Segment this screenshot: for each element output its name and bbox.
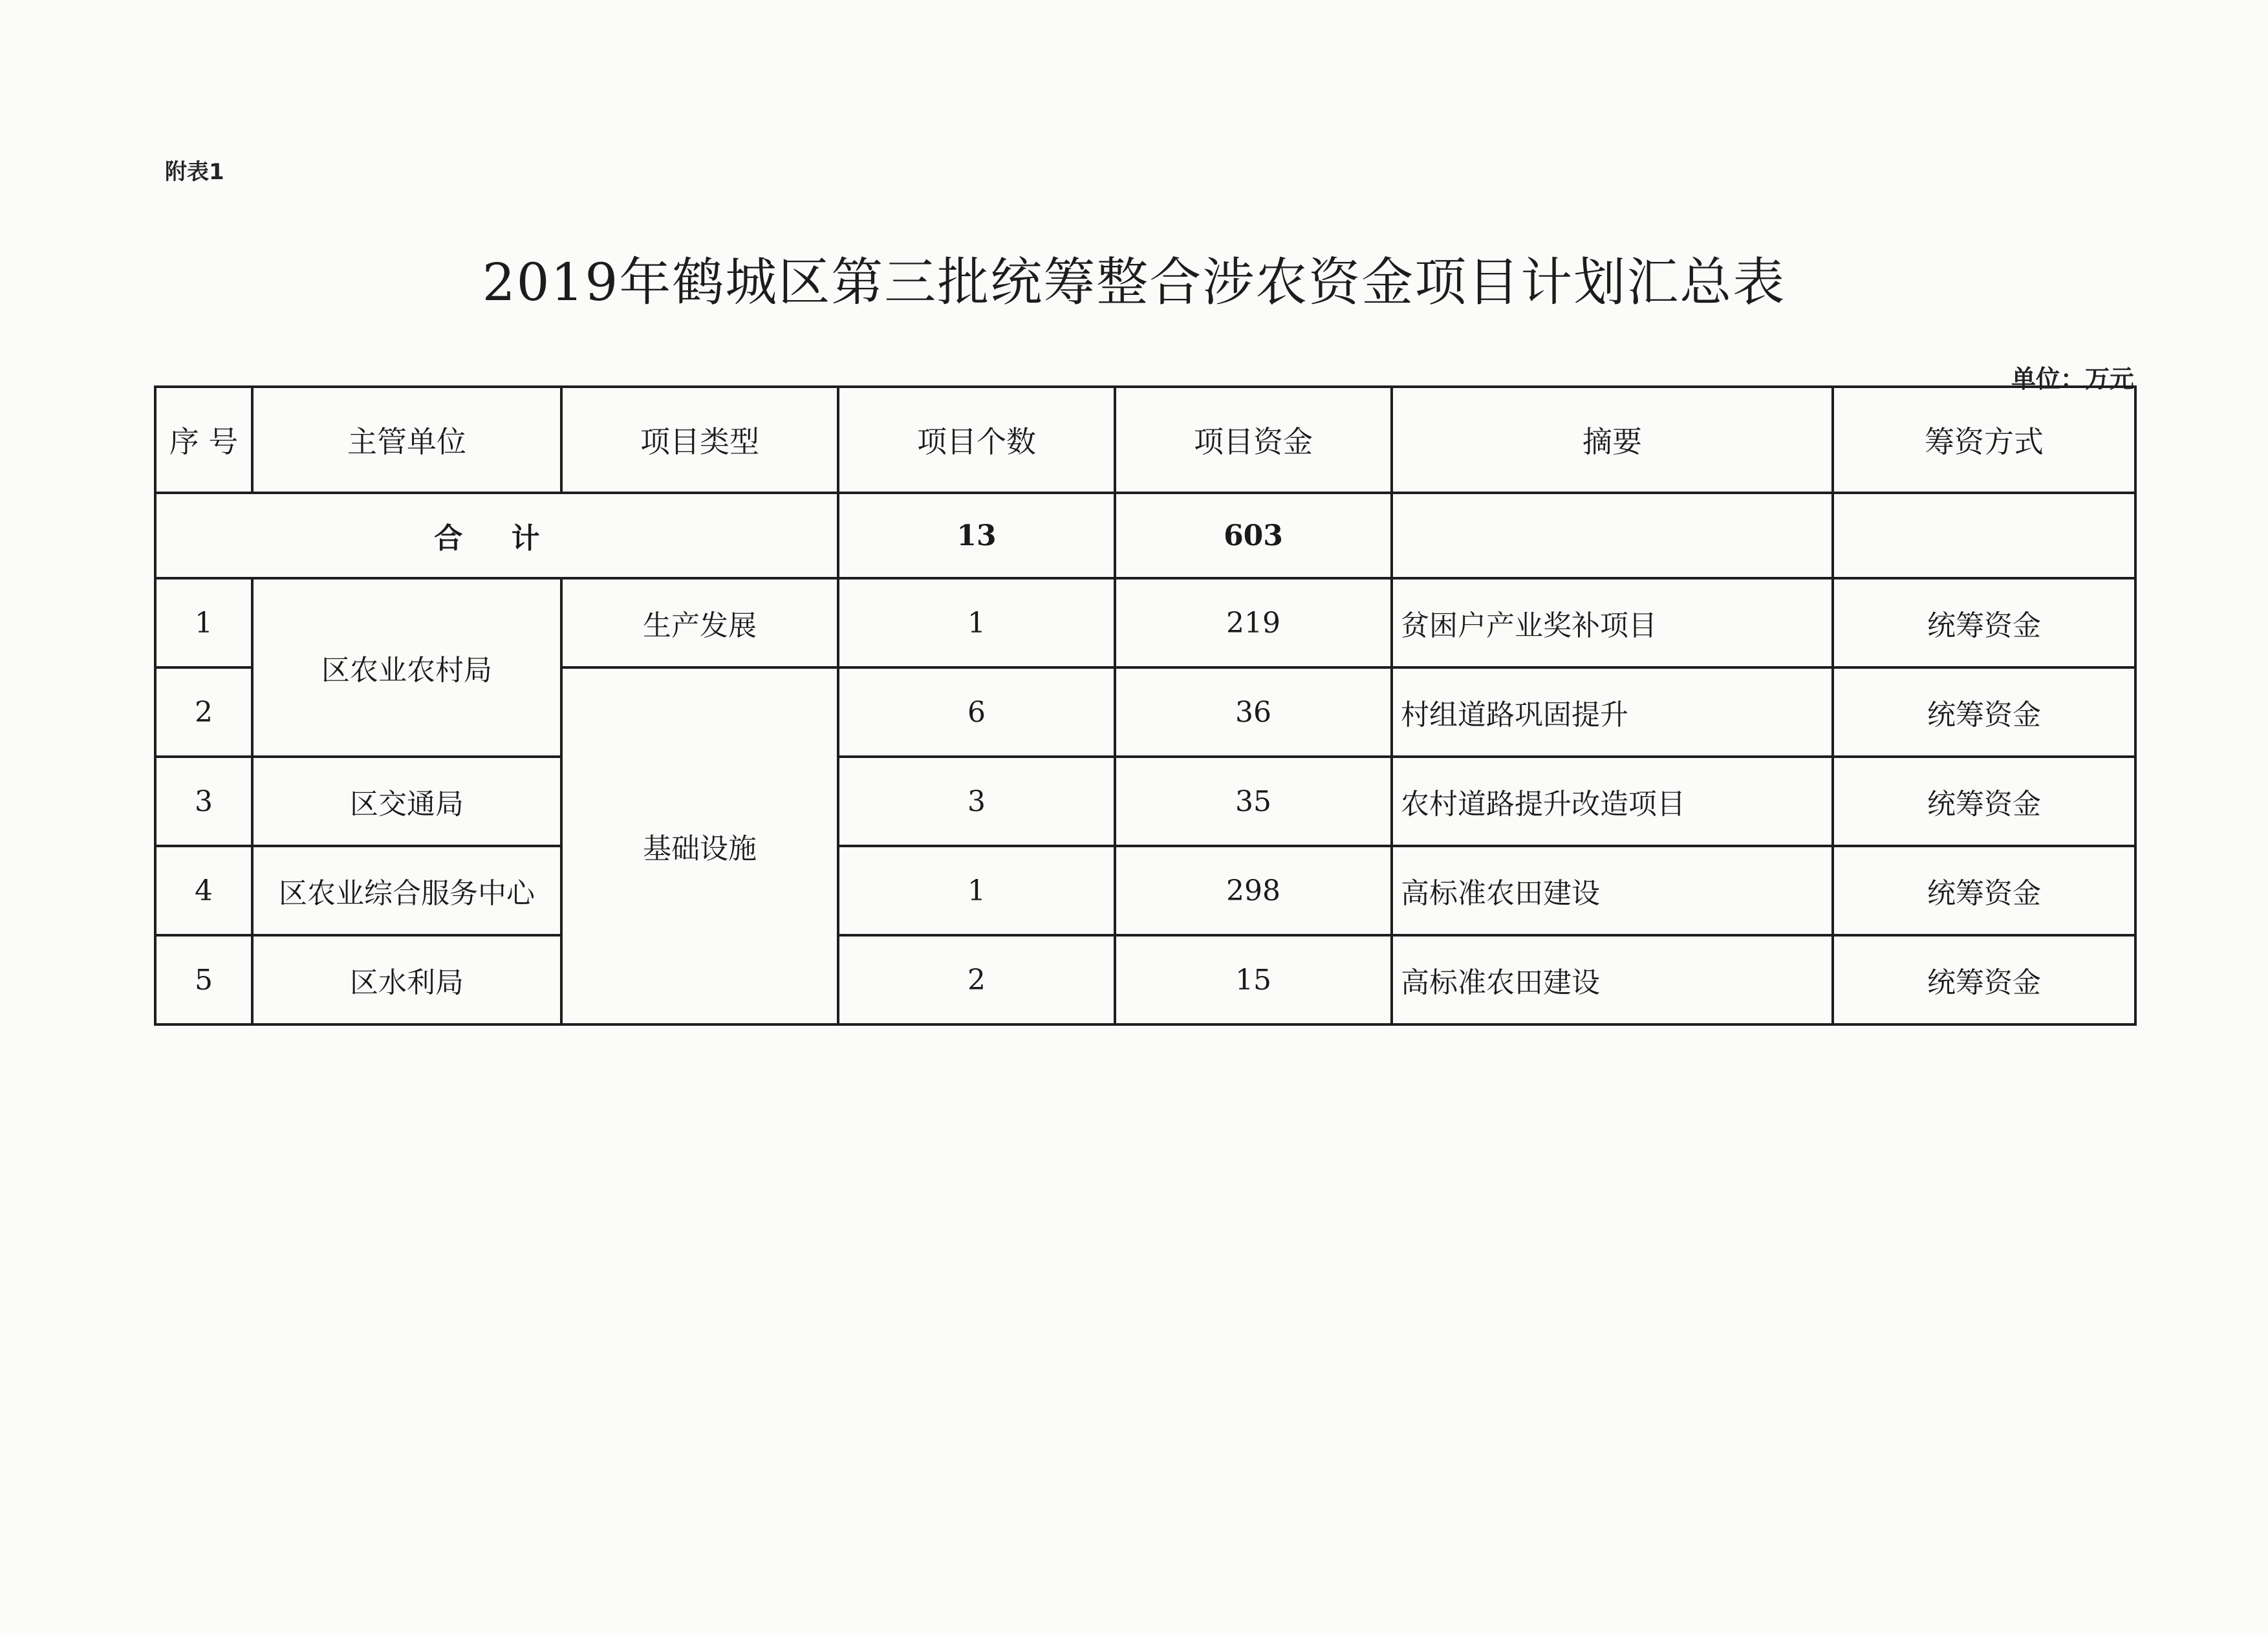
total-project-funds: 603	[1115, 493, 1392, 578]
project-summary-table	[154, 385, 2137, 1026]
row-funding-method: 统筹资金	[1833, 578, 2135, 667]
department-cell: 区农业综合服务中心	[252, 846, 561, 935]
header-seq: 序 号	[155, 387, 252, 493]
row-summary: 农村道路提升改造项目	[1392, 757, 1833, 846]
row-project-funds: 36	[1115, 667, 1392, 757]
row-project-count: 2	[838, 935, 1115, 1024]
row-summary: 高标准农田建设	[1392, 846, 1833, 935]
table-row	[155, 846, 2135, 935]
header-department: 主管单位	[252, 387, 561, 493]
header-funding-method: 筹资方式	[1833, 387, 2135, 493]
header-project-funds: 项目资金	[1115, 387, 1392, 493]
row-seq: 4	[155, 846, 252, 935]
row-project-funds: 298	[1115, 846, 1392, 935]
row-project-count: 1	[838, 846, 1115, 935]
department-cell: 区交通局	[252, 757, 561, 846]
row-funding-method: 统筹资金	[1833, 935, 2135, 1024]
row-seq: 5	[155, 935, 252, 1024]
row-project-count: 1	[838, 578, 1115, 667]
table-row	[155, 935, 2135, 1024]
total-row	[155, 493, 2135, 578]
row-funding-method: 统筹资金	[1833, 667, 2135, 757]
document-title: 2019年鹤城区第三批统筹整合涉农资金项目计划汇总表	[482, 252, 1786, 312]
header-project-count: 项目个数	[838, 387, 1115, 493]
row-seq: 1	[155, 578, 252, 667]
total-summary	[1392, 493, 1833, 578]
row-project-funds: 219	[1115, 578, 1392, 667]
row-funding-method: 统筹资金	[1833, 757, 2135, 846]
row-project-count: 6	[838, 667, 1115, 757]
attachment-label: 附表1	[165, 159, 224, 185]
row-seq: 2	[155, 667, 252, 757]
department-cell: 区农业农村局	[252, 578, 561, 757]
table-row	[155, 578, 2135, 667]
total-funding-method	[1833, 493, 2135, 578]
department-cell: 区水利局	[252, 935, 561, 1024]
row-summary: 村组道路巩固提升	[1392, 667, 1833, 757]
project-type-cell: 生产发展	[561, 578, 838, 667]
row-summary: 贫困户产业奖补项目	[1392, 578, 1833, 667]
total-label: 合 计	[155, 493, 838, 578]
total-project-count: 13	[838, 493, 1115, 578]
row-seq: 3	[155, 757, 252, 846]
table-row	[155, 757, 2135, 846]
header-project-type: 项目类型	[561, 387, 838, 493]
unit-label: 单位：万元	[2011, 364, 2134, 393]
project-type-cell: 基础设施	[561, 667, 838, 1024]
header-summary: 摘要	[1392, 387, 1833, 493]
header-row	[155, 387, 2135, 493]
row-project-funds: 35	[1115, 757, 1392, 846]
row-funding-method: 统筹资金	[1833, 846, 2135, 935]
row-project-funds: 15	[1115, 935, 1392, 1024]
row-project-count: 3	[838, 757, 1115, 846]
row-summary: 高标准农田建设	[1392, 935, 1833, 1024]
